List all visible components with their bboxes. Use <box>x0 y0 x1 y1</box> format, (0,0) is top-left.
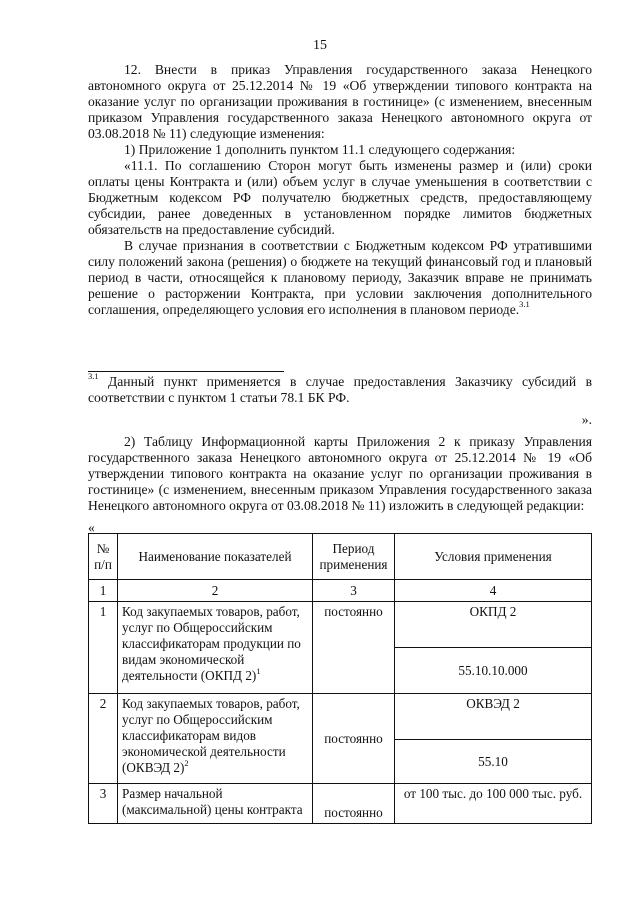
footnote-body: Данный пункт применяется в случае предоставления Заказчику субсидий в соответствии с пунктом 1 статьи 78.1 БК РФ. <box>88 374 592 405</box>
row-name <box>118 694 313 784</box>
opening-quote: « <box>88 520 95 535</box>
footnote-text <box>88 371 592 406</box>
row-number: 1 <box>89 602 118 694</box>
row-condition-value: 55.10.10.000 <box>395 648 592 694</box>
footnote-mark: 3.1 <box>88 371 99 382</box>
footnote-ref-1: 1 <box>256 665 261 676</box>
amendment-section <box>88 62 592 318</box>
row-name-text: Код закупаемых товаров, работ, услуг по Общероссийским классификаторам продукции по видам экономической деятельности (ОКПД 2) <box>122 604 301 683</box>
row-name-text: Код закупаемых товаров, работ, услуг по Общероссийским классификаторам видов экономической деятельности (ОКВЭД 2) <box>122 696 300 775</box>
row-name: Размер начальной (максимальной) цены контракта <box>118 784 313 824</box>
footnote-ref-3-1: 3.1 <box>519 299 530 310</box>
table-header-row <box>89 534 592 580</box>
paragraph-11-1: «11.1. По соглашению Сторон могут быть изменены размер и (или) сроки оплаты цены Контракта и (или) объем услуг в случае уменьшения в соответствии с Бюджетным кодексом РФ получателю бюджетных средств, предоставляющему субсидии, ранее доведенных в установленном порядке лимитов бюджетных обязательств на предоставление субсидий. <box>88 158 592 237</box>
footnote <box>88 371 592 406</box>
column-number: 1 <box>89 580 118 602</box>
row-condition-label: ОКВЭД 2 <box>395 694 592 740</box>
column-number: 4 <box>395 580 592 602</box>
row-period: постоянно <box>313 602 395 694</box>
row-number: 2 <box>89 694 118 784</box>
footnote-divider <box>88 371 284 372</box>
row-condition-label: ОКПД 2 <box>395 602 592 648</box>
footnote-ref-2: 2 <box>184 757 189 768</box>
closing-quote: ». <box>581 412 592 427</box>
column-number: 2 <box>118 580 313 602</box>
row-condition-value: 55.10 <box>395 740 592 784</box>
paragraph-budget-text: В случае признания в соответствии с Бюджетным кодексом РФ утратившими силу положений закона (решения) о бюджете на текущий финансовый год и плановый период в части, относящейся к плановому периоду, Заказчик вправе не принимать решение о расторжении Контракта, при условии заключения дополнительного соглашения, определяющего условия его исполнения в плановом периоде. <box>88 238 592 317</box>
row-period: постоянно <box>313 784 395 824</box>
column-number: 3 <box>313 580 395 602</box>
row-condition-value: от 100 тыс. до 100 000 тыс. руб. <box>395 784 592 824</box>
paragraph-table-intro: 2) Таблицу Информационной карты Приложения 2 к приказу Управления государственного заказа Ненецкого автономного округа от 25.12.2014 № 19 «Об утверждении типового контракта на оказание услуг по организации проживания в гостинице» (с изменением, внесенным приказом Управления государственного заказа Ненецкого автономного округа от 03.08.2018 № 11) изложить в следующей редакции: <box>88 434 592 513</box>
paragraph-item-2 <box>88 434 592 514</box>
header-number: № п/п <box>89 534 118 580</box>
page-number: 15 <box>313 38 327 53</box>
table-row <box>89 694 592 740</box>
row-number: 3 <box>89 784 118 824</box>
row-name <box>118 602 313 694</box>
table-column-numbers <box>89 580 592 602</box>
table-row <box>89 602 592 648</box>
row-period: постоянно <box>313 694 395 784</box>
header-period: Период применения <box>313 534 395 580</box>
header-name: Наименование показателей <box>118 534 313 580</box>
table-row <box>89 784 592 824</box>
header-conditions: Условия применения <box>395 534 592 580</box>
paragraph-12: 12. Внести в приказ Управления государственного заказа Ненецкого автономного округа от 25.12.2014 № 19 «Об утверждении типового контракта на оказание услуг по организации проживания в гостинице» (с изменением, внесенным приказом Управления государственного заказа Ненецкого автономного округа от 03.08.2018 № 11) следующие изменения: <box>88 62 592 141</box>
paragraph-budget <box>88 238 592 318</box>
paragraph-item-1: 1) Приложение 1 дополнить пунктом 11.1 следующего содержания: <box>124 142 516 157</box>
info-card-table <box>88 533 592 824</box>
